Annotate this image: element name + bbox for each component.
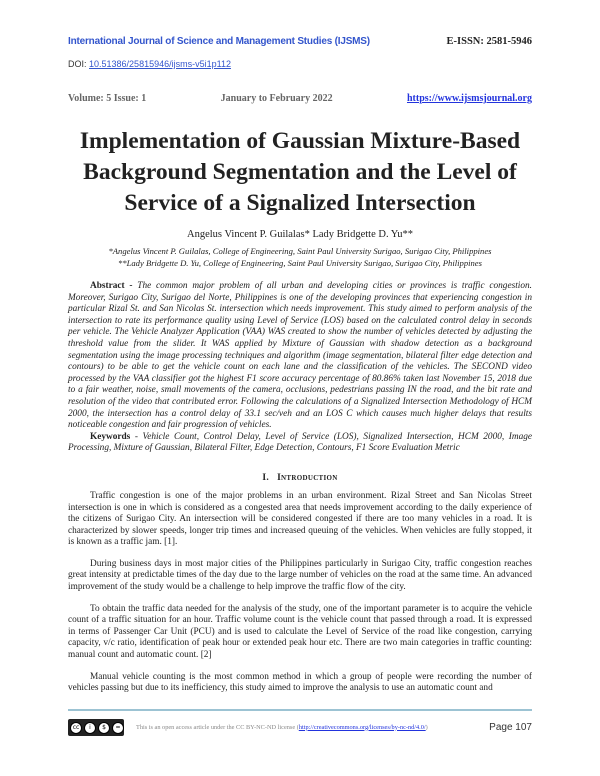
page-footer [68, 699, 532, 776]
keywords [68, 432, 532, 455]
license-text: This is an open access article under the CC BY-NC-ND license ( [136, 723, 299, 731]
issue-info [68, 93, 532, 104]
license-notice [136, 724, 477, 732]
license-link[interactable]: http://creativecommons.org/licenses/by-nc-nd/4.0/ [298, 723, 426, 731]
publication-period: January to February 2022 [220, 93, 333, 104]
doi-link[interactable]: 10.51386/25815946/ijsms-v5i1p112 [89, 59, 231, 69]
keywords-label: Keywords [90, 431, 131, 442]
section-heading [68, 473, 532, 483]
abstract-label: Abstract - [90, 281, 133, 291]
journal-name: International Journal of Science and Management Studies (IJSMS) [68, 36, 370, 47]
journal-header [68, 36, 532, 47]
journal-website-link[interactable]: https://www.ijsmsjournal.org [406, 93, 532, 104]
footer-divider [68, 709, 532, 711]
affiliation: **Lady Bridgette D. Yu, College of Engineering, Saint Paul University Surigao, Surigao City, Philippines [118, 257, 482, 268]
license-close: ) [425, 723, 428, 731]
issn: E-ISSN: 2581-5946 [446, 36, 532, 47]
abstract [68, 281, 532, 432]
section-title: Introduction [277, 472, 338, 483]
doi-line [68, 59, 532, 69]
affiliation: *Angelus Vincent P. Guilalas, College of Engineering, Saint Paul University Surigao, Surigao City, Philippines [108, 246, 492, 256]
volume-issue: Volume: 5 Issue: 1 [68, 93, 147, 104]
section-number: I. [262, 472, 270, 483]
paragraph: Traffic congestion is one of the major problems in an urban environment. Rizal Street and San Nicolas Street intersection is one in which is considered as a congested area that needs improvement according to the daily experience of the citizens of Surigao City. An intersection will be considered congested if there are too many vehicles in a road. It is characterized by slower speeds, longer trip times and increased queuing of the vehicles. When vehicles are fully stopped, it is known as a traffic jam. [1]. [68, 490, 532, 548]
cc-license-badge-icon: cc i $ = [68, 719, 124, 736]
page-number: Page 107 [489, 722, 532, 733]
keywords-text: - Vehicle Count, Control Delay, Level of Service (LOS), Signalized Intersection, HCM 2000, Image Processing, Mixture of Gaussian, Bilateral Filter, Edge Detection, Contours, F1 Score Evaluation Metric [68, 431, 532, 454]
abstract-text: The common major problem of all urban and developing cities or provinces is traffic congestion. Moreover, Surigao City, Surigao del Norte, Philippines is one of the developing provinces that experiencing congestion in particular Rizal St. and San Nicolas St. intersection which needs improvement. This study aimed to perform analysis of the intersection to rate its performance quality using Level of Service (LOS) based on the calculated control delay in seconds per vehicle. The Vehicle Analyzer Application (VAA) WAS created to show the number of vehicles detected by adjusting the threshold value from the slider. It WAS applied by Mixture of Gaussian with shadow detection as a background segmentation using the image processing techniques and algorithm (image segmentation, bilateral filter edge detection and contours) to be able to get the vehicle count on each lane and the classification of the vehicles. The SECOND video processed by the VAA classifier got the highest F1 score accuracy percentage of 80.86% taken last November 15, 2018 due to a fair weather, noise, small movements of the camera, occlusions, pedestrians passing IN the road, and the bit rate and resolution of the video that contributed error. Following the calculations of a Signalized Intersection Methodology of HCM 2000, the intersection has a control delay of 33.1 sec/veh and an LOS C which causes much higher delays that results noticeable congestion and fair progression of vehicles. [68, 281, 532, 431]
paragraph: Manual vehicle counting is the most common method in which a group of people were recording the number of vehicles passing but due to its inefficiency, this study aimed to improve the analysis to use an automatic count and [68, 671, 532, 694]
doi-label: DOI: [68, 59, 90, 69]
paragraph: During business days in most major cities of the Philippines particularly in Surigao City, traffic congestion reaches great intensity at predictable times of the day due to the large number of vehicles on the road at the same time. An advanced improvement of the study would be a challenge to help improve the traffic flow of the city. [68, 558, 532, 593]
paper-title: Implementation of Gaussian Mixture-Based Background Segmentation and the Level of Service of a Signalized Intersection [79, 128, 521, 216]
affiliations [60, 246, 540, 269]
paragraph: To obtain the traffic data needed for the analysis of the study, one of the important parameter is to acquire the vehicle count of a traffic situation for an hour. Traffic volume count is the vehicle count that passed through a road. It is expressed in terms of Passenger Car Unit (PCU) and is used to calculate the Level of Service of the road like congestion, carrying capacity, v/c ratio, identification of peak hour or extended peak hour etc. There are two main categories in traffic counting: manual count and automatic count. [2] [68, 603, 532, 661]
authors: Angelus Vincent P. Guilalas* Lady Bridgette D. Yu** [187, 229, 413, 240]
